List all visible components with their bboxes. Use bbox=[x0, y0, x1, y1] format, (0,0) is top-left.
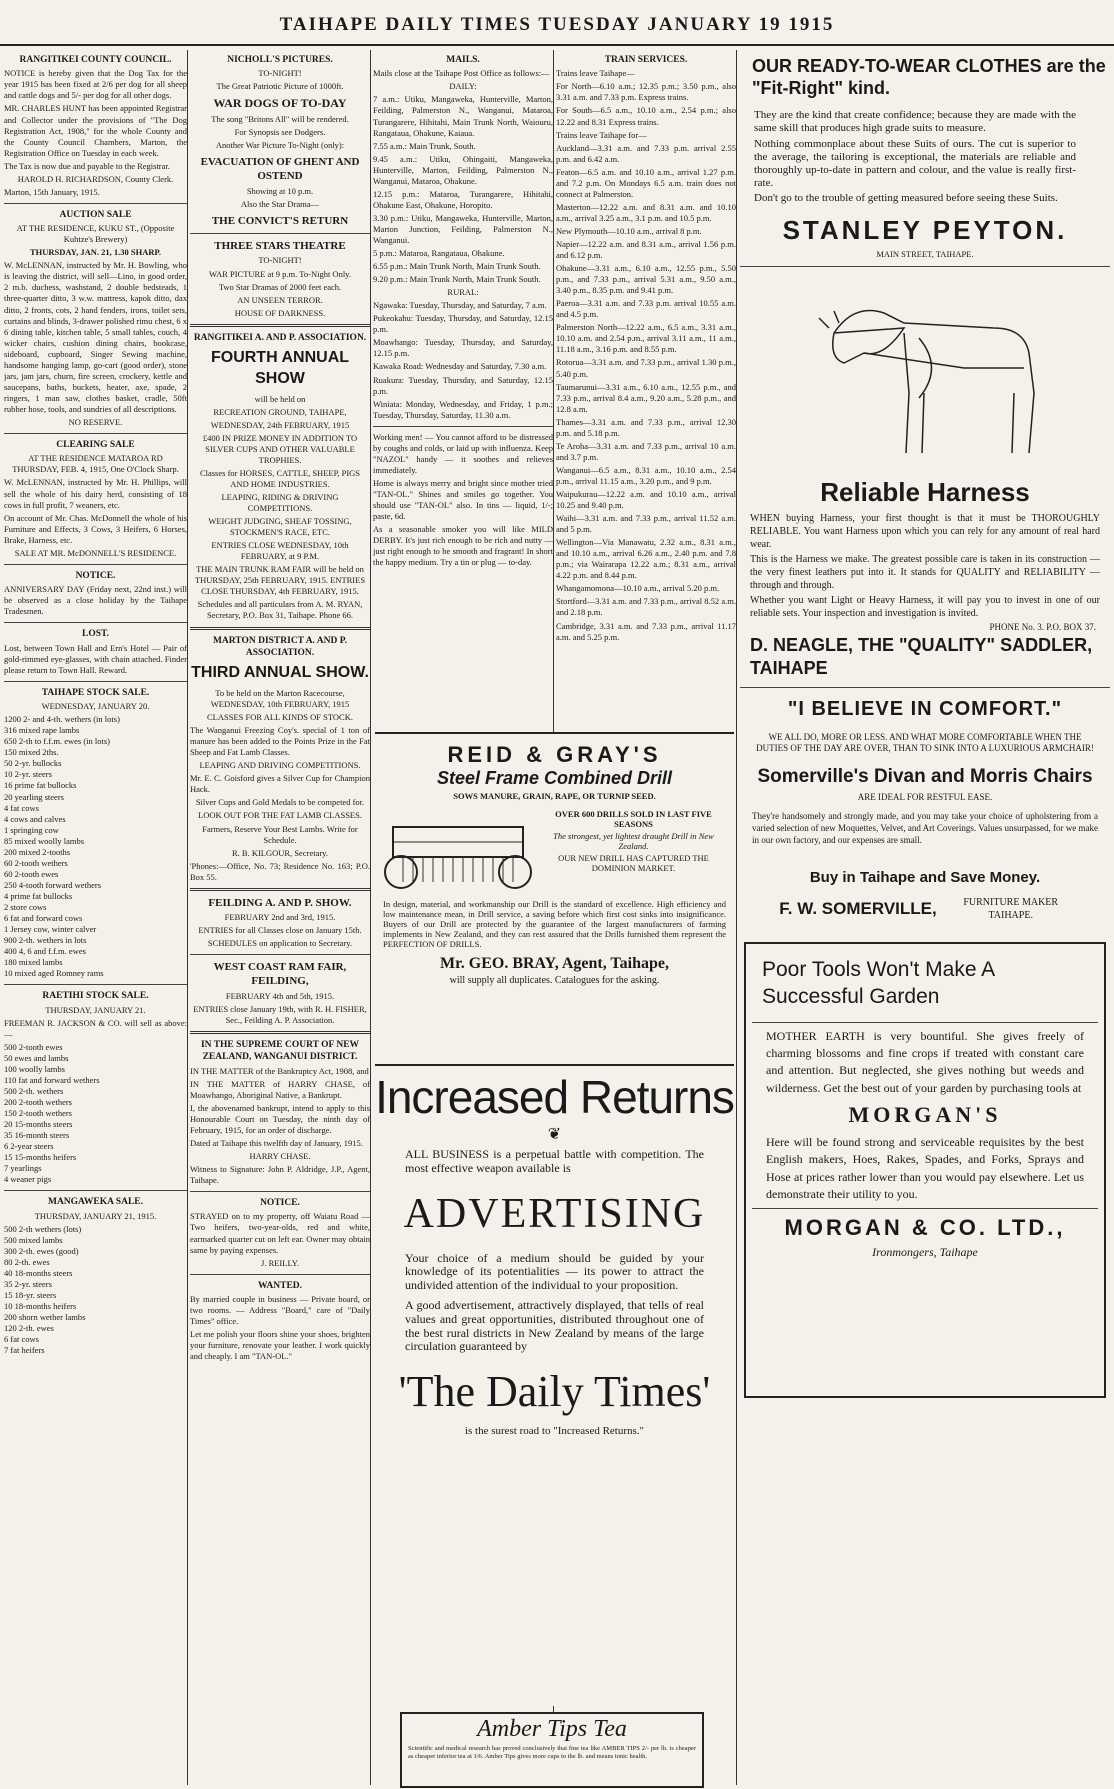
harness-text: WHEN buying Harness, your first thought is that it must be THOROUGHLY RELIABLE. You want Harness upon which you can rely for any amount of real hard wear. bbox=[750, 513, 1100, 551]
list-item: 500 2-th. wethers bbox=[4, 1085, 64, 1096]
raetihi-list bbox=[4, 1042, 187, 1186]
divider bbox=[190, 1191, 370, 1192]
train-text: Te Aroha—3.31 a.m. and 7.33 p.m., arrival 10 a.m. and 3.7 p.m. bbox=[556, 440, 736, 462]
list-item: 200 2-tooth wethers bbox=[4, 1097, 72, 1108]
divider bbox=[4, 681, 187, 682]
list-item: 15 18-yr. steers bbox=[4, 1290, 57, 1301]
wanted-body: By married couple in business — Private board, or two rooms. — Address "Board," care of "Daily Times" office. bbox=[190, 1294, 370, 1327]
train-text: Trains leave Taihape for— bbox=[556, 129, 647, 140]
train-text: Waipukurau—12.22 a.m. and 10.10 a.m., arrival 10.25 and 9.40 p.m. bbox=[556, 488, 736, 511]
list-item: 200 mixed 2-tooths bbox=[4, 846, 71, 857]
divider bbox=[4, 203, 187, 204]
train-text: Whangamomona—10.10 a.m., arrival 5.20 p.m. bbox=[556, 583, 720, 594]
harness-phone: PHONE No. 3. P.O. BOX 37. bbox=[989, 622, 1096, 633]
divider bbox=[4, 1190, 187, 1191]
stars-text: Two Star Dramas of 2000 feet each. bbox=[218, 281, 342, 292]
daily-times-logo: 'The Daily Times' bbox=[398, 1367, 711, 1417]
stanley-peyton-name: STANLEY PEYTON. bbox=[782, 214, 1068, 245]
comfort-text: They're handsomely and strongly made, and you may take your choice of upholstering from a varied selection of new Moquettes, Velvet, and Art Coverings. Values unsurpassed, for we make in our own factory, and our expenses are small. bbox=[752, 811, 1098, 845]
lost-body: Lost, between Town Hall and Ern's Hotel — Pair of gold-rimmed eye-glasses, with chain attached. Finder please return to Town Hall. Reward. bbox=[4, 642, 187, 675]
stars-subheading: TO-NIGHT! bbox=[258, 255, 302, 266]
train-text: Paeroa—3.31 a.m. and 7.33 p.m. arrival 10.55 a.m. and 4.5 p.m. bbox=[556, 298, 736, 320]
train-text: Featon—6.5 a.m. and 10.10 a.m., arrival 1.27 p.m. and 7.2 p.m. On Mondays 6.5 a.m. train does not connect at Palmerston. bbox=[556, 166, 736, 199]
list-item: 15 15-months heifers bbox=[4, 1152, 77, 1163]
train-text: Trains leave Taihape— bbox=[556, 68, 635, 79]
reid-text: The strongest, yet lightest draught Drill in New Zealand. bbox=[553, 831, 714, 851]
comfort-slogan: Buy in Taihape and Save Money. bbox=[809, 869, 1041, 887]
list-item: 7 fat heifers bbox=[4, 1345, 45, 1356]
nicholl-title-2: EVACUATION OF GHENT AND OSTEND bbox=[200, 156, 360, 183]
raetihi-date: THURSDAY, JANUARY 21. bbox=[45, 1004, 146, 1015]
rural-text: Winiata: Monday, Wednesday, and Friday, 1 p.m.; Tuesday, Thursday, Saturday, 11.30 a.m. bbox=[373, 398, 553, 420]
nicholl-title-3: THE CONVICT'S RETURN bbox=[211, 214, 349, 227]
court-text: I, the abovenamed bankrupt, intend to apply to this Honourable Court on Tuesday, the ninth day of February, 1915, for an order of discharge. bbox=[190, 1102, 370, 1135]
auction-date: THURSDAY, JAN. 21, 1.30 SHARP. bbox=[29, 247, 162, 258]
list-item: 4 fat cows bbox=[4, 802, 39, 813]
marton-text: Silver Cups and Gold Medals to be competed for. bbox=[195, 797, 365, 808]
rural-text: Ruakura: Tuesday, Thursday, and Saturday, 12.15 p.m. bbox=[373, 374, 553, 396]
divider bbox=[740, 266, 1110, 267]
morgans-store: MORGAN'S bbox=[848, 1102, 1002, 1128]
train-heading: TRAIN SERVICES. bbox=[604, 55, 688, 65]
train-text: Rotorua—3.31 a.m. and 7.33 p.m., arrival 1.30 p.m., 5.40 p.m. bbox=[556, 357, 736, 379]
ready-to-wear-text: They are the kind that create confidence; because they are made with the same skill that produces high grade suits to measure. bbox=[754, 109, 1076, 135]
amber-tips-title: Amber Tips Tea bbox=[477, 1716, 627, 1742]
ready-to-wear-heading: OUR READY-TO-WEAR CLOTHES are the "Fit-Right" kind. bbox=[752, 56, 1106, 98]
list-item: 16 prime fat bullocks bbox=[4, 780, 77, 791]
column-2 bbox=[190, 50, 371, 1785]
garden-tools-heading: Poor Tools Won't Make A Successful Garden bbox=[762, 957, 995, 1009]
amber-tips-ad bbox=[400, 1712, 704, 1788]
feilding-text: SCHEDULES on application to Secretary. bbox=[207, 938, 353, 949]
list-item: 100 woolly lambs bbox=[4, 1063, 65, 1074]
list-item: 400 4, 6 and f.f.m. ewes bbox=[4, 946, 86, 957]
list-item: 250 4-tooth forward wethers bbox=[4, 879, 102, 890]
divider bbox=[373, 426, 553, 427]
mails-text: 9.20 p.m.: Main Trunk North, Main Trunk South. bbox=[373, 274, 541, 285]
list-item: 900 2-th. wethers in lots bbox=[4, 935, 87, 946]
list-item: 500 mixed lambs bbox=[4, 1234, 63, 1245]
list-item: 300 2-th. ewes (good) bbox=[4, 1245, 79, 1256]
show-text: will be held on bbox=[254, 393, 306, 404]
tanol-text: Home is always merry and bright since mother tried "TAN-OL." Shines and smiles go together. You should use "TAN-OL" also. In tins — liquid, 1/-; paste, 6d. bbox=[373, 477, 553, 522]
increased-returns-text: Your choice of a medium should be guided by your knowledge of its potentialities — its power to attract the undivided attention of the individual to your proposition. bbox=[405, 1250, 704, 1293]
notice-heading: NOTICE. bbox=[75, 570, 116, 581]
morgan-co-trade: Ironmongers, Taihape bbox=[872, 1244, 978, 1259]
ram-fair-heading: WEST COAST RAM FAIR, FEILDING, bbox=[213, 961, 347, 988]
tanol-text: As a seasonable smoker you will like MILD DERBY. It's just rich enough to be rich and nutty — just right enough to be smooth and fragrant! In short the happy medium. Try a tin or plug — to-day. bbox=[373, 524, 553, 568]
divider bbox=[4, 622, 187, 623]
comfort-subtitle: ARE IDEAL FOR RESTFUL EASE. bbox=[857, 791, 993, 802]
list-item: 150 mixed 2ths. bbox=[4, 747, 59, 758]
council-notice-2: MR. CHARLES HUNT has been appointed Registrar and Collector under the provisions of "The Dog Registration Act, 1908," for the whole County and the County Council Chambers, Marton, the Registration Office on Tuesday in each week. bbox=[4, 103, 187, 158]
list-item: 4 weaner pigs bbox=[4, 1174, 52, 1185]
auction-body: W. McLENNAN, instructed by Mr. H. Bowling, who is leaving the district, will sell—Lino, in good order, 2 m.b. duchess, washstand, 2 double bedsteads, 1 three-quarter ditto, 3 w.w. mattress, kapok ditto, dax ditto, 2 fronts, cots, 2 hand fenders, irons, toilet sets, curtains and blinds, 3-drawer polished rimu chest, 6 x 6 dining table, kitchen table, 5 small tables, couch, 4 wicker chairs, cushion dining chairs, bookcase, sideboard, cupboard, Singer Sewing machine, handsome hanging lamp, go-cart (good order), stone jars, jam jars, churn, fire screen, crockery, kettle and saucepans, baths, buckets, heater, axe, spade, 2 ringers, 1 man saw, clothes basket, cradle, 50ft rubber hose, tools, and sundries of all descriptions. bbox=[4, 260, 187, 414]
column-5 bbox=[740, 50, 1110, 1785]
list-item: 200 shorn wether lambs bbox=[4, 1312, 86, 1323]
mails-text: 3.30 p.m.: Utiku, Mangaweka, Hunterville, Marton, Marton Junction, Feilding, Palmerston N., Wanganui. bbox=[373, 212, 553, 245]
mails-text: 6.55 p.m.: Main Trunk North, Main Trunk South. bbox=[373, 261, 541, 272]
nicholl-subheading: TO-NIGHT! bbox=[258, 68, 302, 79]
wanted-body-2: Let me polish your floors shine your shoes, brighten your furniture, renovate your leather. I work quickly and cheaply. I am "TAN-OL." bbox=[190, 1329, 370, 1362]
list-item: 500 2-th wethers (lots) bbox=[4, 1223, 82, 1234]
court-text: Witness to Signature: John P. Aldridge, J.P., Agent, Taihape. bbox=[190, 1163, 370, 1186]
raetihi-heading: RAETIHI STOCK SALE. bbox=[42, 991, 149, 1002]
garden-tools-ad bbox=[744, 942, 1106, 1398]
rural-text: Pukeokahu: Tuesday, Thursday, and Saturday, 12.15 p.m. bbox=[373, 313, 553, 335]
feilding-date: FEBRUARY 2nd and 3rd, 1915. bbox=[224, 912, 336, 923]
feilding-text: ENTRIES for all Classes close on January 15th. bbox=[198, 925, 362, 936]
amber-tips-text: Scientific and medical research has proved conclusively that fine tea like AMBER TIPS 2/- per lb. is cheaper as cheaper inferior tea at 1/6. Amber Tips gives more cups to the lb. and means tonic health. bbox=[408, 1745, 696, 1760]
list-item: 80 2-th. ewes bbox=[4, 1256, 50, 1267]
mails-text: 7 a.m.: Utiku, Mangaweka, Hunterville, Marton, Feilding, Palmerston N., Wanganui, Mataroa, Turangarere, Hihitahi, Main Trunk North, Waiouru, Rangataua, Ohakune, Kaiaua. bbox=[373, 94, 553, 138]
notice2-heading: NOTICE. bbox=[260, 1198, 300, 1209]
wanted-heading: WANTED. bbox=[257, 1280, 303, 1291]
train-text: Napier—12.22 a.m. and 8.31 a.m., arrival 1.56 p.m. and 6.12 p.m. bbox=[556, 239, 736, 261]
marton-text: Farmers, Reserve Your Best Lambs. Write for Schedule. bbox=[202, 823, 358, 845]
list-item: 2 store cows bbox=[4, 901, 47, 912]
column-1 bbox=[4, 50, 188, 1785]
divider bbox=[752, 1208, 1098, 1209]
train-text: Palmerston North—12.22 a.m., 6.5 a.m., 3.31 a.m., 10.10 a.m. and 2.54 p.m., arrival 3.11 a.m., 11 a.m., 11.18 a.m., 3.16 p.m. and 8.55 p.m. bbox=[556, 322, 736, 355]
list-item: 6 fat cows bbox=[4, 1334, 39, 1345]
increased-returns-text: is the surest road to "Increased Returns." bbox=[464, 1425, 645, 1438]
show-text: Classes for HORSES, CATTLE, SHEEP, PIGS AND HOME INDUSTRIES. bbox=[199, 467, 361, 489]
nicholl-text: The Great Patriotic Picture of 1000ft. bbox=[216, 81, 344, 92]
list-item: 20 15-months steers bbox=[4, 1119, 73, 1130]
train-text: For South—6.5 a.m., 10.10 a.m., 2.54 p.m.; also 12.22 and 8.31 Express trains. bbox=[556, 105, 736, 127]
list-item: 1 springing cow bbox=[4, 824, 59, 835]
reid-title: Steel Frame Combined Drill bbox=[436, 768, 673, 788]
council-date: Marton, 15th January, 1915. bbox=[4, 186, 100, 197]
nicholl-text: The song "Britons All" will be rendered. bbox=[211, 114, 349, 125]
list-item: 150 2-tooth wethers bbox=[4, 1108, 72, 1119]
clearing-location: AT THE RESIDENCE MATAROA RD THURSDAY, FEB. 4, 1915, One O'Clock Sharp. bbox=[12, 453, 179, 475]
show-text: RECREATION GROUND, TAIHAPE, bbox=[213, 406, 347, 417]
list-item: 650 2-th to f.f.m. ewes (in lots) bbox=[4, 736, 110, 747]
divider bbox=[740, 687, 1110, 688]
masthead bbox=[0, 8, 1114, 46]
reid-agent: Mr. GEO. BRAY, Agent, Taihape, bbox=[440, 955, 669, 972]
list-item: 316 mixed rape lambs bbox=[4, 725, 80, 736]
somerville-name: F. W. SOMERVILLE, bbox=[779, 898, 937, 918]
rural-text: Moawhango: Tuesday, Thursday, and Saturday, 12.15 p.m. bbox=[373, 337, 553, 359]
marton-text: To be held on the Marton Racecourse, WEDNESDAY, 10th FEBRUARY, 1915 bbox=[210, 688, 350, 710]
stars-text: AN UNSEEN TERROR. bbox=[237, 294, 323, 305]
stock-list bbox=[4, 714, 187, 979]
list-item: 4 cows and calves bbox=[4, 813, 66, 824]
horse-illustration bbox=[744, 273, 1106, 473]
court-signature: HARRY CHASE. bbox=[249, 1150, 311, 1161]
list-item: 85 mixed woolly lambs bbox=[4, 835, 85, 846]
nicholl-text: Also the Star Drama— bbox=[240, 198, 320, 209]
stars-text: HOUSE OF DARKNESS. bbox=[234, 307, 326, 318]
rural-text: Ngawaka: Tuesday, Thursday, and Saturday, 7 a.m. bbox=[373, 300, 547, 311]
list-item: 35 16-month steers bbox=[4, 1130, 70, 1141]
seed-drill-illustration bbox=[383, 807, 533, 897]
ready-to-wear-text: Don't go to the trouble of getting measured before seeing these Suits. bbox=[754, 192, 1058, 205]
train-text: Masterton—12.22 a.m. and 8.31 a.m. and 10.10 a.m., arrival 3.25 a.m., 3.1 p.m. and 10.5 p.m. bbox=[556, 201, 736, 223]
comfort-text: WE ALL DO, MORE OR LESS. AND WHAT MORE COMFORTABLE WHEN THE DUTIES OF THE DAY ARE OVER, THAN TO SINK INTO A LUXURIOUS ARMCHAIR! bbox=[756, 731, 1094, 754]
show-text: WEDNESDAY, 24th FEBRUARY, 1915 bbox=[210, 419, 350, 430]
list-item: 20 yearling steers bbox=[4, 791, 64, 802]
marton-text: CLASSES FOR ALL KINDS OF STOCK. bbox=[207, 712, 353, 723]
advertising-word: ADVERTISING bbox=[403, 1190, 706, 1237]
list-item: 180 mixed lambs bbox=[4, 957, 63, 968]
train-text: For North—6.10 a.m.; 12.35 p.m.; 3.50 p.m., also 3.31 a.m. and 7.33 p.m. Express trains. bbox=[556, 81, 736, 103]
list-item: 6 2-year steers bbox=[4, 1141, 54, 1152]
stock-heading: TAIHAPE STOCK SALE. bbox=[41, 687, 150, 698]
clearing-body: W. McLENNAN, instructed by Mr. H. Phillips, will sell the whole of his dairy herd, consisting of 18 cows in full profit, 7 weaners, etc. bbox=[4, 477, 187, 510]
marton-association: MARTON DISTRICT A. AND P. ASSOCIATION. bbox=[212, 635, 348, 658]
show-text: LEAPING, RIDING & DRIVING COMPETITIONS. bbox=[221, 492, 339, 514]
divider bbox=[190, 888, 370, 891]
show-text: WEIGHT JUDGING, SHEAF TOSSING, STOCKMEN'S RACE, ETC. bbox=[208, 516, 352, 538]
feilding-heading: FEILDING A. AND P. SHOW. bbox=[208, 896, 352, 909]
train-text: New Plymouth—10.10 a.m., arrival 8 p.m. bbox=[556, 225, 702, 236]
marton-text: LOOK OUT FOR THE FAT LAMB CLASSES. bbox=[198, 810, 362, 821]
ram-fair-text: ENTRIES close January 19th, with R. H. FISHER, Sec., Feilding A. P. Association. bbox=[193, 1003, 367, 1025]
morgan-co-name: MORGAN & CO. LTD., bbox=[784, 1215, 1066, 1241]
clearing-heading: CLEARING SALE bbox=[56, 440, 135, 451]
list-item: 6 fat and forward cows bbox=[4, 913, 83, 924]
court-text: Dated at Taihape this twelfth day of January, 1915. bbox=[190, 1137, 363, 1148]
council-signature: HAROLD H. RICHARDSON, County Clerk. bbox=[17, 173, 174, 184]
list-item: 10 2-yr. steers bbox=[4, 769, 52, 780]
clearing-body-3: SALE AT MR. McDONNELL'S RESIDENCE. bbox=[14, 547, 177, 558]
train-text: Waihi—3.31 a.m. and 7.33 p.m., arrival 11.52 a.m. and 5 p.m. bbox=[556, 513, 736, 535]
auction-heading: AUCTION SALE bbox=[59, 209, 132, 220]
divider bbox=[190, 1274, 370, 1275]
list-item: 60 2-tooth ewes bbox=[4, 868, 59, 879]
mangaweka-date: THURSDAY, JANUARY 21, 1915. bbox=[34, 1210, 157, 1221]
nicholl-text: For Synopsis see Dodgers. bbox=[234, 127, 326, 138]
comfort-ad bbox=[744, 696, 1106, 922]
train-text: Ohakune—3.31 a.m., 6.10 a.m., 12.55 p.m., 5.50 p.m., and 7.33 p.m., arrival 5.31 a.m., 9.50 a.m., 3.40 p.m., 8.35 p.m. and 9.41 p.m. bbox=[556, 263, 736, 296]
reid-heading: REID & GRAY'S bbox=[447, 742, 662, 767]
list-item: 50 2-yr. bullocks bbox=[4, 758, 62, 769]
tanol-text: Working men! — You cannot afford to be distressed by coughs and colds, or laid up with influenza. Keep "NAZOL" handy — it soothes and relieves immediately. bbox=[373, 431, 553, 475]
show-text: ENTRIES CLOSE WEDNESDAY, 10th FEBRUARY, at 9 P.M. bbox=[211, 540, 349, 562]
somerville-trade: FURNITURE MAKER TAIHAPE. bbox=[963, 896, 1059, 921]
train-text: Auckland—3.31 a.m. and 7.33 p.m. arrival 2.55 p.m. and 6.42 a.m. bbox=[556, 142, 736, 164]
reid-gray-ad bbox=[375, 732, 734, 1066]
mails-text: Mails close at the Taihape Post Office as follows:— bbox=[373, 68, 550, 79]
increased-returns-ad bbox=[375, 1066, 734, 1706]
marton-title: THIRD ANNUAL SHOW. bbox=[191, 664, 369, 682]
train-text: Taumarunui—3.31 a.m., 6.10 a.m., 12.55 p.m., and 7.33 p.m., arrival 8.4 a.m., 9.20 a.m., 5.28 p.m., and 12.8 a.m. bbox=[556, 381, 736, 414]
council-notice-3: The Tax is now due and payable to the Registrar. bbox=[4, 160, 170, 171]
show-text: Schedules and all particulars from A. M. RYAN, Secretary, P.O. Box 31, Taihape. Phone 66. bbox=[197, 599, 363, 621]
show-text: THE MAIN TRUNK RAM FAIR will be held on THURSDAY, 25th FEBRUARY, 1915. ENTRIES CLOSE THURSDAY, 4th FEBRUARY, 1915. bbox=[194, 564, 366, 597]
rural-heading: RURAL: bbox=[447, 287, 479, 298]
divider bbox=[190, 627, 370, 630]
marton-phone: 'Phones:—Office, No. 73; Residence No. 163; P.O. Box 55. bbox=[190, 860, 370, 882]
marton-text: LEAPING AND DRIVING COMPETITIONS. bbox=[199, 760, 361, 771]
stars-heading: THREE STARS THEATRE bbox=[214, 240, 346, 253]
increased-returns-text: ALL BUSINESS is a perpetual battle with competition. The most effective weapon available is bbox=[405, 1147, 704, 1175]
somerville-chairs-title: Somerville's Divan and Morris Chairs bbox=[757, 766, 1093, 788]
lost-heading: LOST. bbox=[81, 629, 109, 640]
show-text: £400 IN PRIZE MONEY IN ADDITION TO SILVER CUPS AND OTHER VALUABLE TROPHIES. bbox=[202, 432, 358, 465]
rural-text: Kawaka Road: Wednesday and Saturday, 7.30 a.m. bbox=[373, 361, 547, 372]
list-item: 110 fat and forward wethers bbox=[4, 1074, 100, 1085]
mails-text: 12.15 p.m.: Mataroa, Turangarere, Hihitahi, Ohakune East, Ohakune, Horopito. bbox=[373, 188, 553, 210]
comfort-heading: "I BELIEVE IN COMFORT." bbox=[787, 697, 1063, 720]
clearing-body-2: On account of Mr. Chas. McDonnell the whole of his Furniture and Effects, 3 Cows, 3 Heifers, 6 Horses, Brake, Harness, etc. bbox=[4, 512, 187, 545]
notice2-body: STRAYED on to my property, off Waiatu Road — Two heifers, two-year-olds, red and white, earmarked quarter cut on left ear. Owner may obtain same by paying expenses. bbox=[190, 1211, 370, 1255]
raetihi-intro: FREEMAN R. JACKSON & CO. will sell as above:— bbox=[4, 1017, 187, 1039]
mails-heading: MAILS. bbox=[446, 55, 480, 65]
increased-returns-title: Increased Returns bbox=[375, 1071, 734, 1123]
harness-text: This is the Harness we make. The greatest possible care is taken in its construction — the very finest leathers put into it. It stands for QUALITY and RELIABILITY — through and through. bbox=[750, 554, 1100, 592]
garden-tools-text: MOTHER EARTH is very bountiful. She gives freely of charming blossoms and fine crops if treated with constant care and attention. But neglected, she gives nothing but weeds and wilderness. Get the best out of your garden by purchasing tools at bbox=[766, 1028, 1084, 1095]
train-text: Wanganui—6.5 a.m., 8.31 a.m., 10.10 a.m., 2.54 p.m., arrival 11.15 a.m., 3.20 p.m., and 9 p.m. bbox=[556, 464, 736, 486]
divider bbox=[190, 324, 370, 327]
reid-text: OVER 600 DRILLS SOLD IN LAST FIVE SEASONS bbox=[555, 809, 712, 829]
show-association: RANGITIKEI A. AND P. ASSOCIATION. bbox=[193, 332, 367, 343]
marton-signature: R. B. KILGOUR, Secretary. bbox=[232, 847, 328, 858]
divider bbox=[4, 564, 187, 565]
mails-daily: DAILY: bbox=[449, 81, 477, 92]
mails-text: 5 p.m.: Mataroa, Rangataua, Ohakune. bbox=[373, 248, 505, 259]
council-notice: NOTICE is hereby given that the Dog Tax for the year 1915 has been fixed at 2/6 per dog for all sheep and cattle dogs and 5/- per dog for all other dogs. bbox=[4, 68, 187, 101]
divider bbox=[190, 1031, 370, 1034]
train-text: Thames—3.31 a.m. and 7.33 p.m., arrival 12.30 p.m. and 5.18 p.m. bbox=[556, 416, 736, 438]
list-item: 1200 2- and 4-th. wethers (in lots) bbox=[4, 714, 120, 725]
divider bbox=[190, 954, 370, 955]
mangaweka-list bbox=[4, 1224, 187, 1357]
garden-tools-text: Here will be found strong and serviceable requisites by the best English makers, Hoes, Rakes, Spades, and Forks, Sprays and Hose at prices rather lower than you would pay elsewhere. Let us demonstrate their utility to you. bbox=[766, 1134, 1084, 1201]
train-text: Cambridge, 3.31 a.m. and 7.33 p.m., arrival 11.17 a.m. and 5.25 p.m. bbox=[556, 620, 736, 642]
list-item: 10 mixed aged Romney rams bbox=[4, 968, 104, 979]
mails-text: 9.45 a.m.: Utiku, Ohingaiti, Mangaweka, Hunterville, Marton, Feilding, Palmerston N., Wanganui, Mataroa, Ohakune. bbox=[373, 153, 553, 186]
list-item: 1 Jersey cow, winter calver bbox=[4, 924, 97, 935]
list-item: 4 prime fat bullocks bbox=[4, 890, 73, 901]
list-item: 500 2-tooth ewes bbox=[4, 1041, 63, 1052]
divider bbox=[752, 1022, 1098, 1023]
increased-returns-text: A good advertisement, attractively displayed, that tells of real values and great opportunities, distributed throughout one of the best rural districts in New Zealand by means of the large circulation guaranteed by bbox=[405, 1297, 704, 1354]
list-item: 50 ewes and lambs bbox=[4, 1052, 69, 1063]
train-text: Stortford—3.31 a.m. and 7.33 p.m., arrival 8.52 a.m. and 2.18 p.m. bbox=[556, 596, 736, 618]
mangaweka-heading: MANGAWEKA SALE. bbox=[47, 1197, 143, 1208]
nicholl-title: WAR DOGS OF TO-DAY bbox=[213, 96, 347, 111]
ornament-icon: ❦ bbox=[547, 1126, 562, 1143]
stars-text: WAR PICTURE at 9 p.m. To-Night Only. bbox=[208, 268, 351, 279]
court-text: IN THE MATTER of the Bankruptcy Act, 1908, and bbox=[190, 1065, 369, 1076]
list-item: 120 2-th. ewes bbox=[4, 1323, 54, 1334]
reid-text: OUR NEW DRILL HAS CAPTURED THE DOMINION MARKET. bbox=[558, 853, 709, 873]
reid-agent-sub: will supply all duplicates. Catalogues for the asking. bbox=[449, 975, 660, 986]
train-text: Wellington—Via Manawatu, 2.32 a.m., 8.31 a.m., and 10.10 a.m., arrival 6.26 a.m., 2.40 p.m. and 7.8 p.m.; via Wairarapa 12.22 a.m.; 8.31 a.m., arrival 4.22 p.m. and 8.44 p.m. bbox=[556, 537, 736, 581]
reid-subtitle: SOWS MANURE, GRAIN, RAPE, OR TURNIP SEED. bbox=[453, 791, 656, 801]
marton-text: The Wanganui Freezing Coy's. special of 1 ton of manure has been added to the Points Prize in the Fat Sheep and Fat Lamb Classes. bbox=[190, 725, 370, 758]
list-item: 60 2-tooth wethers bbox=[4, 857, 68, 868]
show-title: FOURTH ANNUAL SHOW bbox=[210, 349, 350, 387]
ram-fair-date: FEBRUARY 4th and 5th, 1915. bbox=[225, 990, 335, 1001]
reid-text: In design, material, and workmanship our Drill is the standard of excellence. High efficiency and low maintenance mean, in Drill service, a saving before which first cost sinks into insignificance. Buyers of our Drill are protected by the guarantee of the largest manufacturers of farming implements in New Zealand, and they can rest assured that the Drills furnished them represent the PERFECTION OF DRILLS. bbox=[383, 899, 726, 949]
notice-body: ANNIVERSARY DAY (Friday next, 22nd inst.) will be observed as a close holiday by the Taihape Tradesmen. bbox=[4, 584, 187, 617]
marton-text: Mr. E. C. Goisford gives a Silver Cup for Champion Hack. bbox=[190, 773, 370, 795]
notice2-signature: J. REILLY. bbox=[261, 1257, 299, 1268]
auction-reserve: NO RESERVE. bbox=[68, 417, 123, 427]
nicholl-heading: NICHOLL'S PICTURES. bbox=[227, 55, 333, 65]
auction-location: AT THE RESIDENCE, KUKU ST., (Opposite Kuhtze's Brewery) bbox=[16, 223, 175, 245]
court-heading: IN THE SUPREME COURT OF NEW ZEALAND, WANGANUI DISTRICT. bbox=[200, 1039, 360, 1063]
nicholl-text: Another War Picture To-Night (only): bbox=[215, 140, 345, 151]
reliable-harness-heading: Reliable Harness bbox=[820, 477, 1030, 508]
court-text: IN THE MATTER of HARRY CHASE, of Moawhango, Aboriginal Native, a Bankrupt. bbox=[190, 1078, 370, 1100]
list-item: 40 18-months steers bbox=[4, 1267, 73, 1278]
ready-to-wear-ad bbox=[744, 56, 1106, 260]
mails-text: 7.55 a.m.: Main Trunk, South. bbox=[373, 140, 476, 151]
masthead-title: TAIHAPE DAILY TIMES TUESDAY JANUARY 19 1915 bbox=[279, 14, 835, 35]
list-item: 35 2-yr. steers bbox=[4, 1279, 52, 1290]
divider bbox=[190, 233, 370, 234]
nicholl-text: Showing at 10 p.m. bbox=[246, 185, 314, 196]
harness-ad bbox=[744, 273, 1106, 680]
stanley-peyton-address: MAIN STREET, TAIHAPE. bbox=[876, 249, 974, 260]
ready-to-wear-text: Nothing commonplace about these Suits of ours. The cut is superior to the average, the tailoring is exceptional, the materials are reliable and thoroughly up-to-date in pattern and colour, and the value is really first-rate. bbox=[754, 137, 1076, 190]
harness-text: Whether you want Light or Heavy Harness, it will pay you to invest in one of our reliable sets. Your inspection and investigation is invited. bbox=[750, 595, 1100, 620]
divider bbox=[4, 433, 187, 434]
d-neagle-name: D. NEAGLE, THE "QUALITY" SADDLER, TAIHAPE bbox=[750, 634, 1093, 679]
stock-date: WEDNESDAY, JANUARY 20. bbox=[41, 701, 150, 712]
list-item: 10 18-months heifers bbox=[4, 1301, 77, 1312]
council-heading: RANGITIKEI COUNTY COUNCIL. bbox=[19, 55, 172, 65]
list-item: 7 yearlings bbox=[4, 1163, 42, 1174]
divider bbox=[4, 984, 187, 985]
